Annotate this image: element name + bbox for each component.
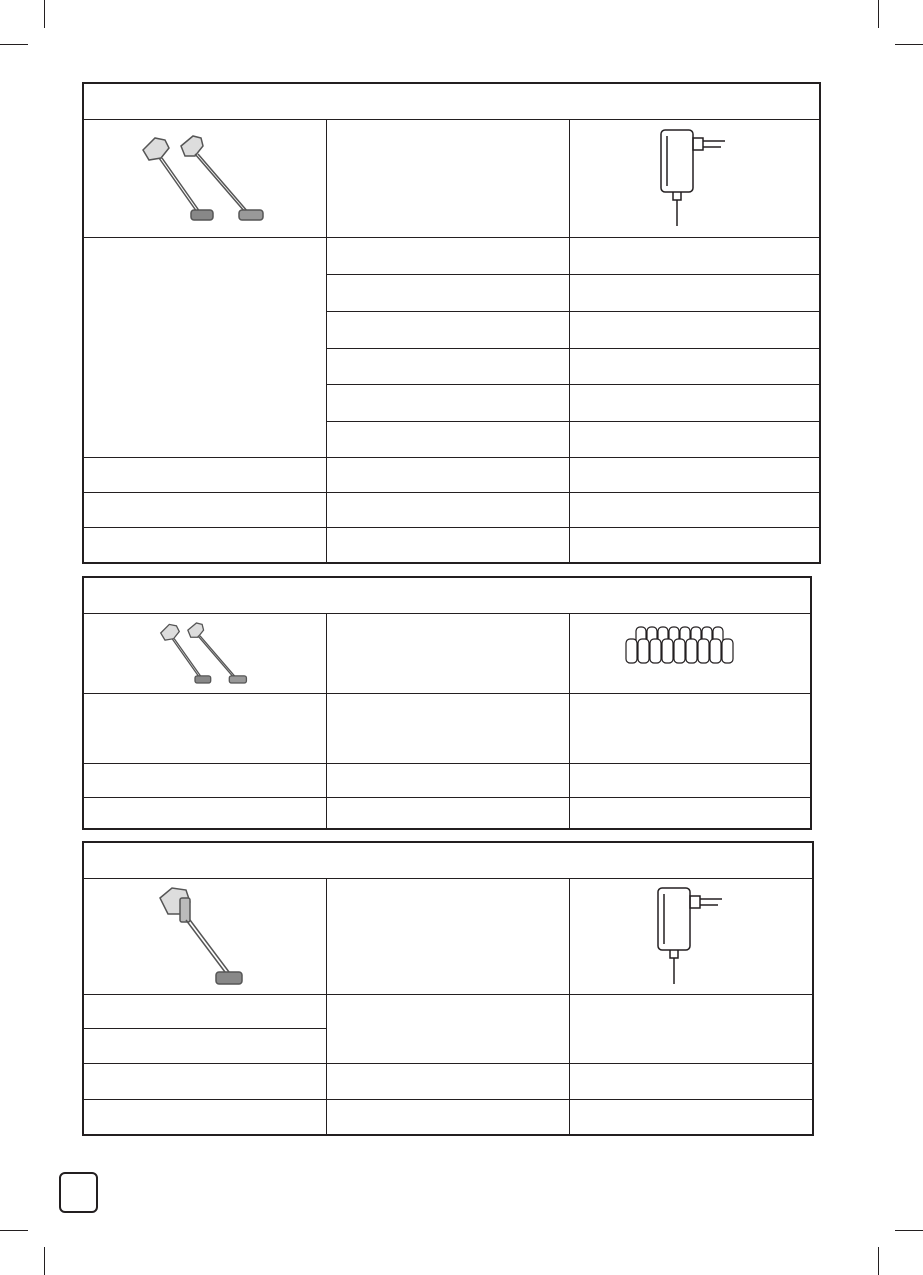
table-title — [83, 577, 811, 613]
battery-pack-icon — [624, 623, 756, 683]
crop-mark — [0, 1230, 28, 1231]
table-cell — [569, 274, 820, 311]
table-cell — [83, 797, 326, 829]
table-cell — [569, 994, 813, 1063]
table-cell — [326, 797, 569, 829]
table-cell — [83, 527, 326, 563]
table-cell — [326, 237, 569, 274]
power-adapter-icon — [646, 886, 736, 986]
page-number-box — [59, 1172, 98, 1213]
table-cell — [569, 693, 811, 763]
table-cell — [569, 384, 820, 421]
table-cell — [326, 274, 569, 311]
table-cell — [326, 384, 569, 421]
crop-mark — [0, 44, 28, 45]
crop-mark — [895, 1230, 923, 1231]
table-cell — [83, 994, 326, 1028]
table-cell — [569, 797, 811, 829]
vacuum-pair-image — [83, 613, 326, 693]
power-adapter-image — [569, 878, 813, 994]
table-cell — [569, 237, 820, 274]
table-title — [83, 83, 820, 119]
table-cell — [326, 994, 569, 1063]
crop-mark — [895, 44, 923, 45]
power-adapter-image — [569, 119, 820, 237]
crop-mark — [878, 0, 879, 28]
table-cell — [326, 878, 569, 994]
power-adapter-icon — [649, 128, 739, 228]
table-cell — [326, 311, 569, 348]
table-cell — [326, 527, 569, 563]
stick-vacuum-icon — [150, 884, 260, 988]
vacuum-pair-icon — [155, 615, 255, 691]
table-cell — [569, 1099, 813, 1135]
battery-pack-image — [569, 613, 811, 693]
spec-table-2 — [82, 576, 812, 830]
table-cell — [326, 348, 569, 384]
table-cell — [83, 763, 326, 797]
table-cell — [326, 613, 569, 693]
table-cell — [326, 1063, 569, 1099]
table-cell — [569, 311, 820, 348]
table-cell — [569, 421, 820, 457]
table-cell — [569, 763, 811, 797]
table-cell — [83, 1028, 326, 1063]
table-cell — [326, 1099, 569, 1135]
table-cell — [569, 348, 820, 384]
table-cell — [326, 421, 569, 457]
crop-mark — [878, 1247, 879, 1275]
table-cell — [569, 527, 820, 563]
table-cell — [569, 492, 820, 527]
vacuum-pair-icon — [135, 128, 275, 228]
table-cell — [83, 492, 326, 527]
table-cell — [569, 1063, 813, 1099]
stick-vacuum-image — [83, 878, 326, 994]
table-cell — [83, 457, 326, 492]
table-cell — [326, 763, 569, 797]
table-cell — [569, 457, 820, 492]
crop-mark — [44, 1247, 45, 1275]
table-title — [83, 842, 813, 878]
table-cell — [83, 1063, 326, 1099]
crop-mark — [44, 0, 45, 28]
spec-table-3 — [82, 841, 814, 1136]
spec-table-1 — [82, 82, 821, 564]
table-cell — [326, 119, 569, 237]
table-cell — [326, 492, 569, 527]
table-cell — [326, 693, 569, 763]
table-cell — [83, 693, 326, 763]
table-cell — [326, 457, 569, 492]
vacuum-pair-image — [83, 119, 326, 237]
table-cell — [83, 1099, 326, 1135]
table-cell — [83, 237, 326, 457]
